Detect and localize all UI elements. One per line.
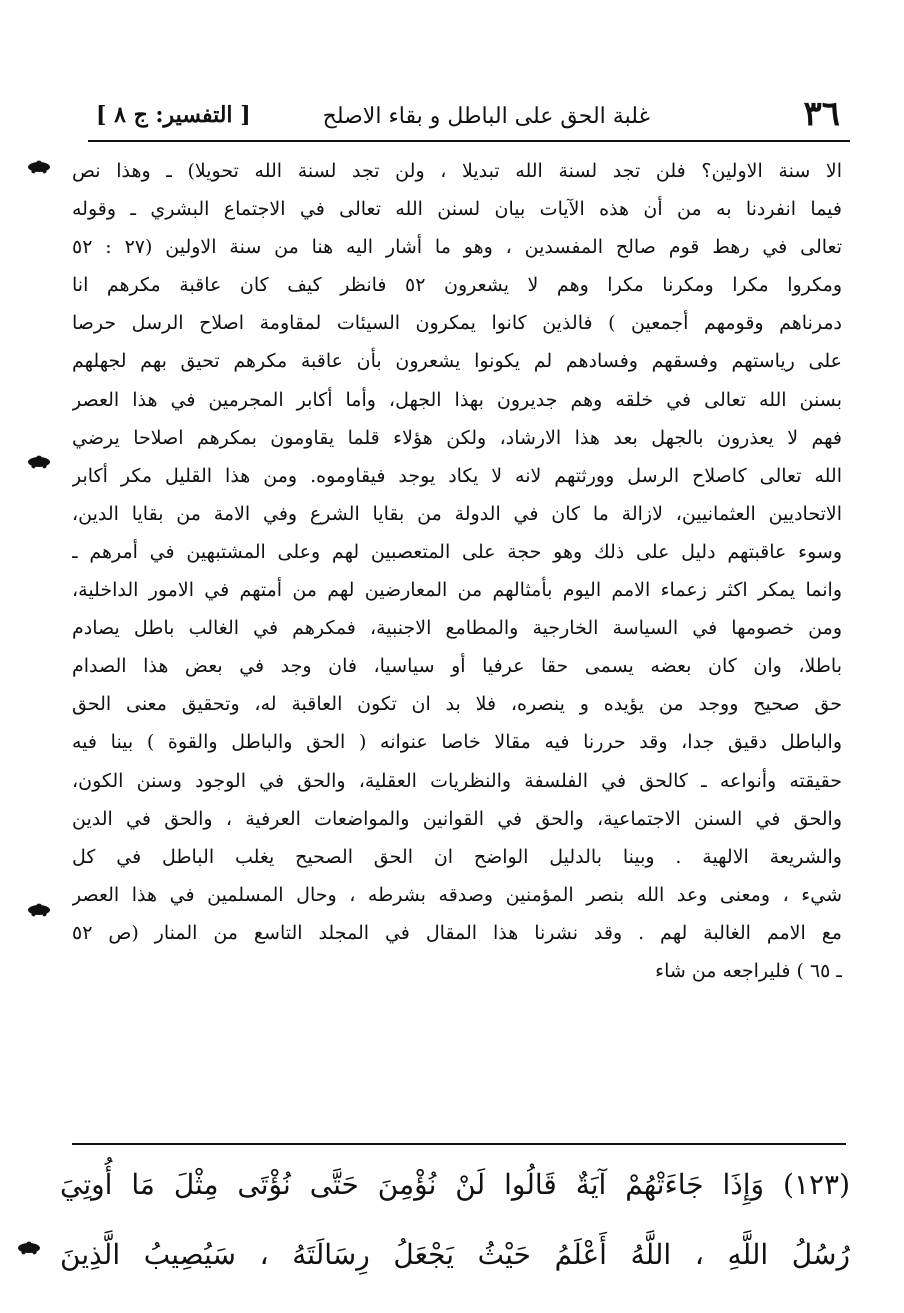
text-line: باطلا، وان كان بعضه يسمى حقا عرفيا أو سياسيا، فان وجد في بعض هذا الصدام	[72, 655, 842, 678]
margin-mark-icon	[28, 457, 50, 467]
text-line: الاتحاديين العثمانيين، لازالة ما كان في الدولة من بقايا الشرع وفي الامة من بقايا الدين،	[72, 502, 842, 525]
running-title: غلبة الحق على الباطل و بقاء الاصلح	[322, 104, 650, 129]
margin-mark-icon	[28, 162, 50, 172]
text-line: ومكروا مكرا ومكرنا مكرا وهم لا يشعرون ٥٢ فانظر كيف كان عاقبة مكرهم انا	[72, 274, 842, 297]
page-header	[88, 92, 850, 142]
page-number: ٣٦	[803, 94, 840, 134]
margin-mark-icon	[18, 1243, 40, 1253]
text-line: والشريعة الالهية . وبينا بالدليل الواضح ان الحق الصحيح يغلب الباطل في كل	[72, 845, 842, 868]
margin-mark-icon	[28, 905, 50, 915]
section-label: [ التفسير: ج ٨ ]	[96, 102, 251, 128]
text-line: ومن خصومها في السياسة الخارجية والمطامع الاجنبية، فمكرهم في الغالب باطل يصادم	[72, 617, 842, 640]
header-rule	[88, 140, 850, 142]
text-line: حق صحيح ووجد من يؤيده و ينصره، فلا بد ان تكون العاقبة له، وتحقيق معنى الحق	[72, 693, 842, 716]
body-text	[72, 152, 842, 990]
text-line: شيء ، ومعنى وعد الله بنصر المؤمنين وصدقه بشرطه ، وحال المسلمين في هذا العصر	[72, 883, 842, 906]
text-line: ـ ٦٥ ) فليراجعه من شاء	[655, 959, 842, 982]
text-line: حقيقته وأنواعه ـ كالحق في الفلسفة والنظريات العقلية، والحق في الوجود وسنن الكون،	[72, 769, 842, 792]
text-line: على رياستهم وفسقهم وفسادهم لم يكونوا يشعرون بأن عاقبة مكرهم تحيق بهم لجهلهم	[72, 350, 842, 373]
text-line: تعالى في رهط قوم صالح المفسدين ، وهو ما أشار اليه هنا من سنة الاولين (٢٧ : ٥٢	[72, 236, 842, 259]
verse-line: (١٢٣) وَإِذَا جَاءَتْهُمْ آيَةٌ قَالُوا لَنْ نُؤْمِنَ حَتَّى نُؤْتَى مِثْلَ مَا أُوتِيَ	[60, 1168, 850, 1201]
text-line: الله تعالى كاصلاح الرسل وورثتهم لانه لا يكاد يوجد فيقاوموه. ومن هذا القليل مكر أكابر	[72, 464, 842, 487]
text-line: مع الامم الغالبة لهم . وقد نشرنا هذا المقال في المجلد التاسع من المنار (ص ٥٢	[72, 921, 842, 944]
text-line: بسنن الله تعالى في خلقه وهم جديرون بهذا الجهل، وأما أكابر المجرمين في هذا العصر	[72, 388, 842, 411]
text-line: والحق في السنن الاجتماعية، والحق في القوانين والمواضعات العرفية ، والحق في الدين	[72, 807, 842, 830]
text-line: وسوء عاقبتهم دليل على ذلك وهو حجة على المتعصبين لهم وعلى المشتبهين في أمرهم ـ	[72, 540, 842, 563]
text-line: وانما يمكر اكثر زعماء الامم اليوم بأمثالهم من المعارضين لهم من أمتهم في الامور الداخلية،	[72, 579, 842, 602]
text-line: الا سنة الاولين؟ فلن تجد لسنة الله تبديلا ، ولن تجد لسنة الله تحويلا) ـ وهذا نص	[72, 160, 842, 182]
text-line: دمرناهم وقومهم أجمعين ) فالذين كانوا يمكرون السيئات لمقاومة اصلاح الرسل حرصا	[72, 312, 842, 335]
verse-line: رُسُلُ اللَّهِ ، اللَّهُ أَعْلَمُ حَيْثُ يَجْعَلُ رِسَالَتَهُ ، سَيُصِيبُ الَّذِينَ	[60, 1238, 850, 1271]
section-divider	[72, 1143, 846, 1145]
text-line: فيما انفردنا به من أن هذه الآيات بيان لسنن الله تعالى في الاجتماع البشري ـ وقوله	[72, 198, 842, 221]
text-line: والباطل دقيق جدا، وقد حررنا فيه مقالا خاصا عنوانه ( الحق والباطل والقوة ) بينا فيه	[72, 731, 842, 754]
quran-verse	[60, 1150, 850, 1290]
text-line: فهم لا يعذرون بالجهل بعد هذا الارشاد، ولكن هؤلاء قلما يقاومون بمكرهم اصلاحا يرضي	[72, 426, 842, 449]
